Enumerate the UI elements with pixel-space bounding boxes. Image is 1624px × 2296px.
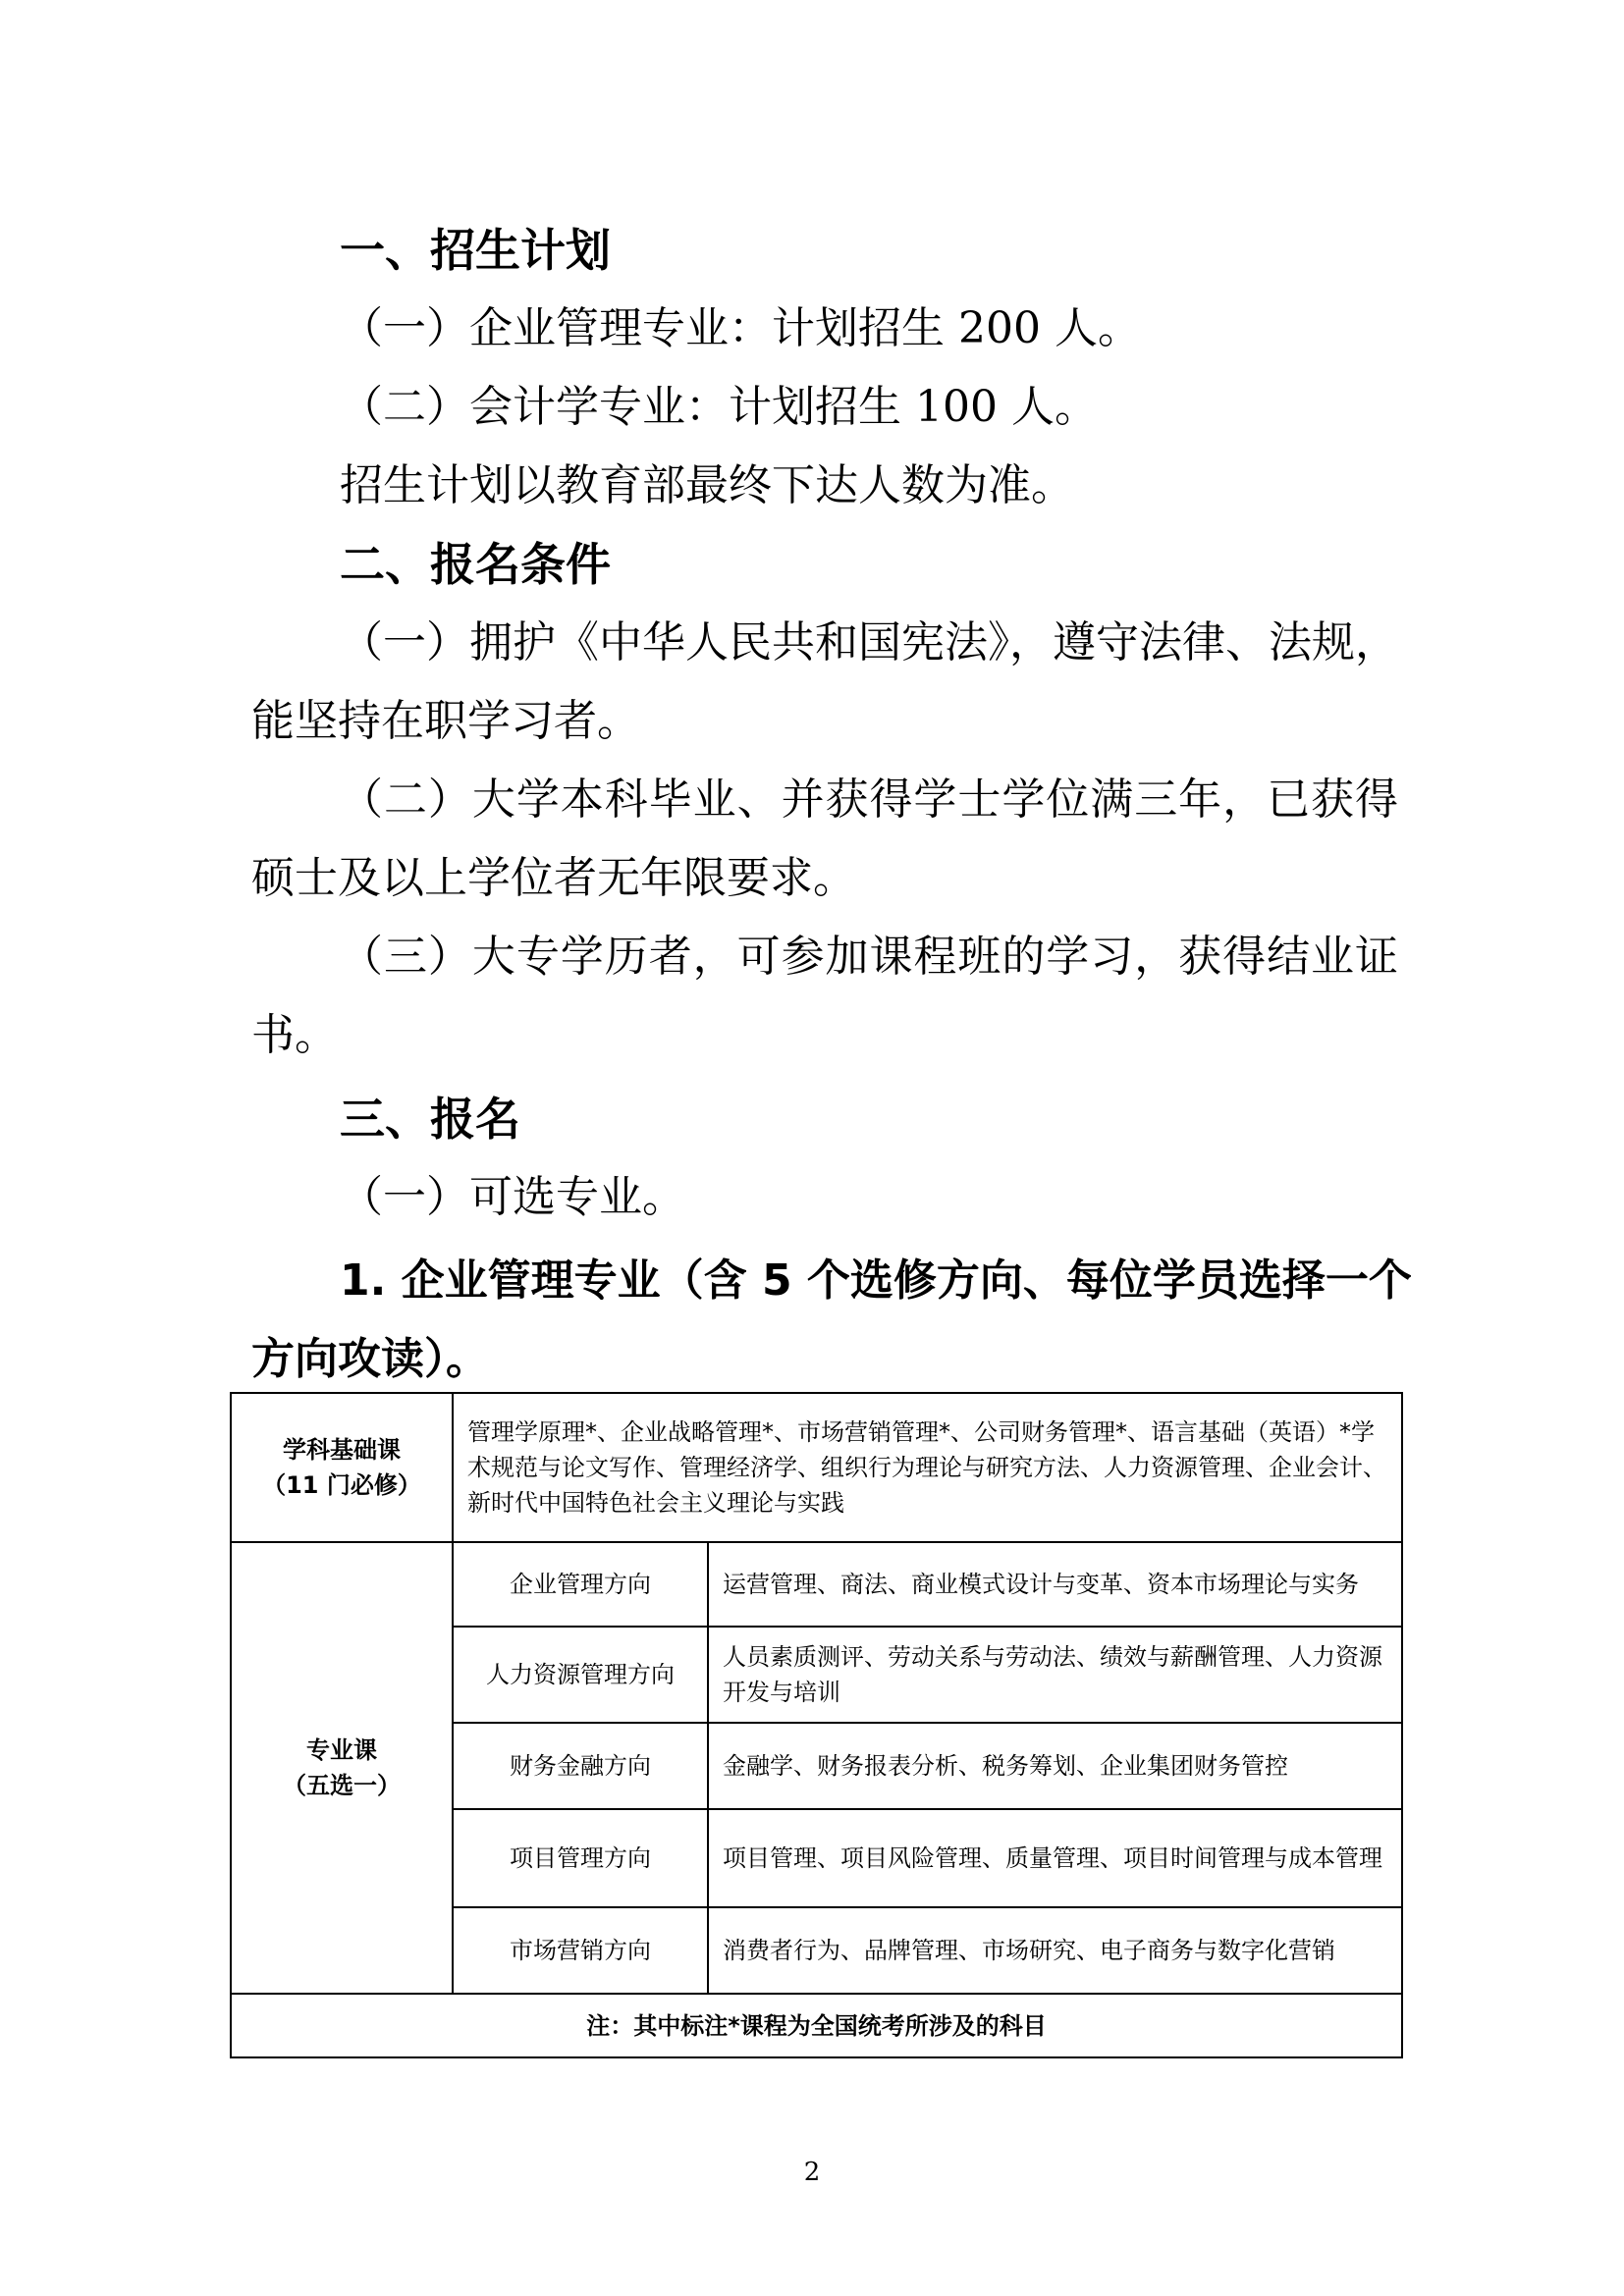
condition-2-line-1: （二）大学本科毕业、并获得学士学位满三年，已获得	[340, 774, 1398, 825]
plan-enterprise-management: （一）企业管理专业：计划招生 200 人。	[340, 303, 1141, 353]
direction-courses: 金融学、财务报表分析、税务筹划、企业集团财务管控	[708, 1723, 1402, 1809]
basic-courses-list: 管理学原理*、企业战略管理*、市场营销管理*、公司财务管理*、语言基础（英语）*学术规范与论文写作、管理经济学、组织行为理论与研究方法、人力资源管理、企业会计、新时代中国特色社会主义理论与实践	[453, 1393, 1402, 1542]
direction-courses: 运营管理、商法、商业模式设计与变革、资本市场理论与实务	[708, 1542, 1402, 1627]
enterprise-management-heading-line-1: 1. 企业管理专业（含 5 个选修方向、每位学员选择一个	[340, 1255, 1412, 1306]
section-2-title: 二、报名条件	[340, 538, 611, 591]
direction-name: 财务金融方向	[453, 1723, 708, 1809]
direction-name: 人力资源管理方向	[453, 1627, 708, 1723]
direction-courses: 消费者行为、品牌管理、市场研究、电子商务与数字化营销	[708, 1907, 1402, 1994]
direction-name: 企业管理方向	[453, 1542, 708, 1627]
direction-row	[231, 1542, 1402, 1627]
condition-3-line-2: 书。	[251, 1010, 338, 1060]
note-row	[231, 1994, 1402, 2057]
plan-note: 招生计划以教育部最终下达人数为准。	[340, 460, 1074, 510]
enterprise-management-heading-line-2: 方向攻读）。	[251, 1334, 489, 1384]
direction-courses: 项目管理、项目风险管理、质量管理、项目时间管理与成本管理	[708, 1809, 1402, 1907]
condition-1-line-2: 能坚持在职学习者。	[251, 696, 640, 746]
direction-courses: 人员素质测评、劳动关系与劳动法、绩效与薪酬管理、人力资源开发与培训	[708, 1627, 1402, 1723]
section-3-title: 三、报名	[340, 1093, 520, 1146]
section-1-title: 一、招生计划	[340, 224, 611, 277]
plan-accounting: （二）会计学专业：计划招生 100 人。	[340, 382, 1098, 432]
table-note: 注：其中标注*课程为全国统考所涉及的科目	[231, 1994, 1402, 2057]
basic-courses-row	[231, 1393, 1402, 1542]
page-number: 2	[803, 2158, 821, 2187]
course-table	[230, 1392, 1403, 2058]
condition-2-line-2: 硕士及以上学位者无年限要求。	[251, 853, 856, 903]
condition-3-line-1: （三）大专学历者，可参加课程班的学习，获得结业证	[340, 932, 1398, 982]
basic-courses-label: 学科基础课 （11 门必修）	[231, 1393, 453, 1542]
optional-majors: （一）可选专业。	[340, 1172, 685, 1222]
condition-1-line-1: （一）拥护《中华人民共和国宪法》，遵守法律、法规，	[340, 617, 1398, 667]
direction-name: 项目管理方向	[453, 1809, 708, 1907]
major-courses-label: 专业课 （五选一）	[231, 1542, 453, 1994]
direction-name: 市场营销方向	[453, 1907, 708, 1994]
